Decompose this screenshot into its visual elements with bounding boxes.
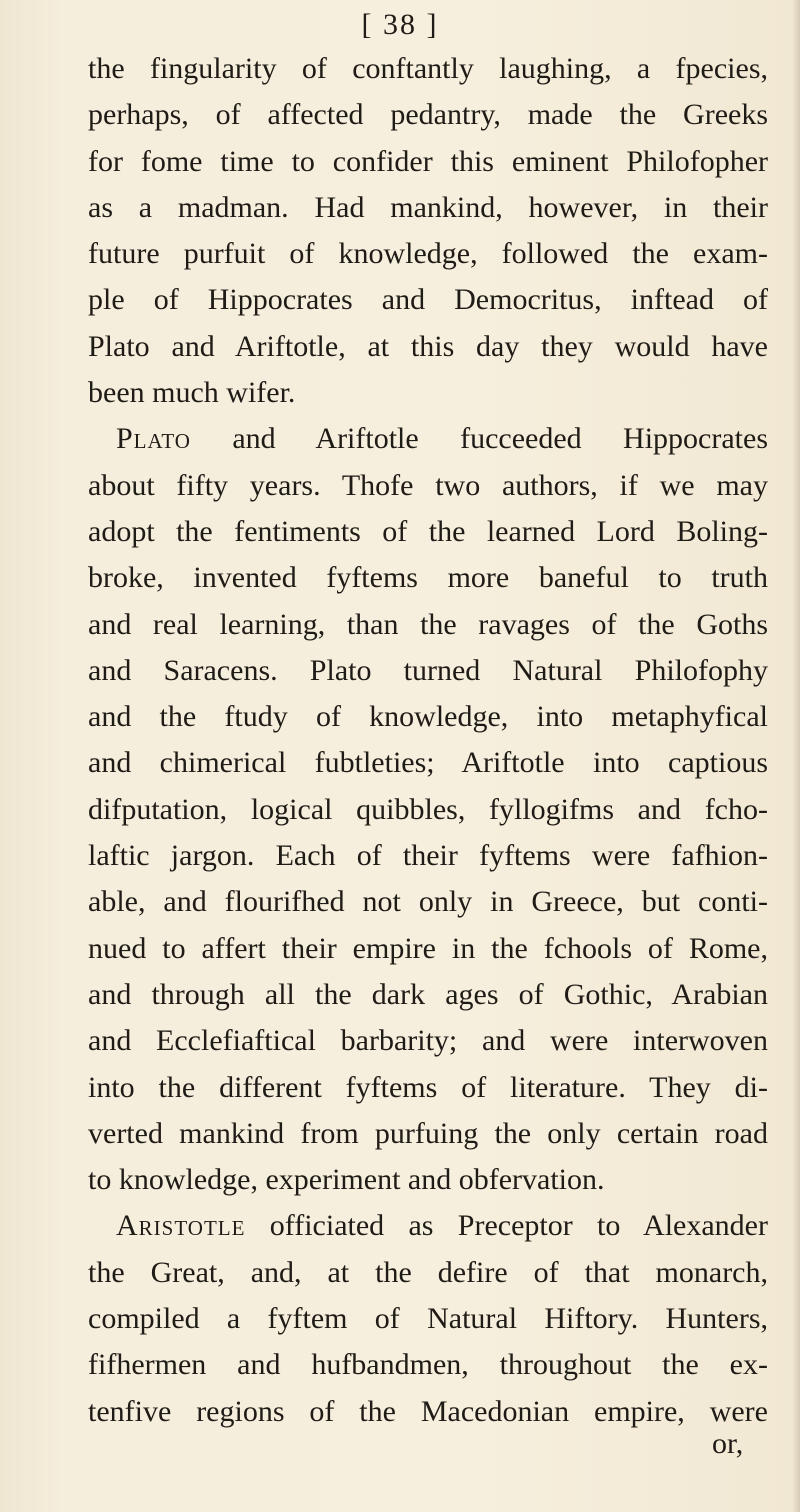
text-line: about fifty years. Thofe two authors, if we may (88, 468, 768, 502)
paragraph-opening-line (88, 1203, 768, 1249)
text-line: the fingularity of conftantly laughing, a fpecies, (88, 52, 768, 85)
text-line: and through all the dark ages of Gothic, Arabian (88, 977, 768, 1011)
text-line: compiled a fyftem of Natural Hiftory. Hunters, (88, 1302, 768, 1336)
small-caps-lead: Plato (116, 422, 191, 456)
text-line: the Great, and, at the defire of that monarch, (88, 1255, 768, 1289)
text-line: for fome time to confider this eminent Philofopher (88, 144, 768, 178)
small-caps-lead: Aristotle (116, 1209, 246, 1243)
text-line: laftic jargon. Each of their fyftems were fafhion- (88, 839, 768, 873)
text-line: future purfuit of knowledge, followed the exam- (88, 237, 768, 271)
text-line: broke, invented fyftems more baneful to truth (88, 561, 768, 595)
text-line: into the different fyftems of literature. They di- (88, 1070, 768, 1104)
text-line: and Saracens. Plato turned Natural Philofophy (88, 653, 768, 687)
text-line: and chimerical fubtleties; Ariftotle into captious (88, 746, 768, 780)
text-line: been much wifer. (88, 376, 296, 410)
text-line: and real learning, than the ravages of the Goths (88, 607, 768, 641)
catchword: or, (712, 1427, 744, 1460)
text-line: perhaps, of affected pedantry, made the Greeks (88, 98, 768, 132)
paragraph-opening-line (88, 416, 768, 462)
text-line: verted mankind from purfuing the only certain road (88, 1116, 768, 1150)
page-edge-shadow (792, 0, 800, 1512)
text-line: tenfive regions of the Macedonian empire, were (88, 1394, 768, 1428)
page-number: [ 38 ] (361, 8, 439, 41)
text-line-rest: and Ariftotle fucceeded Hippocrates (190, 422, 768, 456)
text-line: fifhermen and hufbandmen, throughout the ex- (88, 1348, 768, 1382)
text-line: ple of Hippocrates and Democritus, inftead of (88, 283, 768, 317)
text-line: as a madman. Had mankind, however, in their (88, 190, 768, 224)
text-line: nued to affert their empire in the fchools of Rome, (88, 931, 768, 965)
body-text (88, 46, 768, 1435)
text-line: and the ftudy of knowledge, into metaphyfical (88, 700, 768, 734)
text-line: adopt the fentiments of the learned Lord Boling- (88, 514, 768, 548)
text-line-rest: officiated as Preceptor to Alexander (245, 1209, 768, 1243)
text-line: to knowledge, experiment and obfervation. (88, 1163, 605, 1197)
text-line: able, and flourifhed not only in Greece, but conti- (88, 885, 768, 919)
text-line: Plato and Ariftotle, at this day they would have (88, 329, 768, 363)
text-line: difputation, logical quibbles, fyllogifms and fcho- (88, 792, 768, 826)
text-line: and Ecclefiaftical barbarity; and were interwoven (88, 1024, 768, 1058)
